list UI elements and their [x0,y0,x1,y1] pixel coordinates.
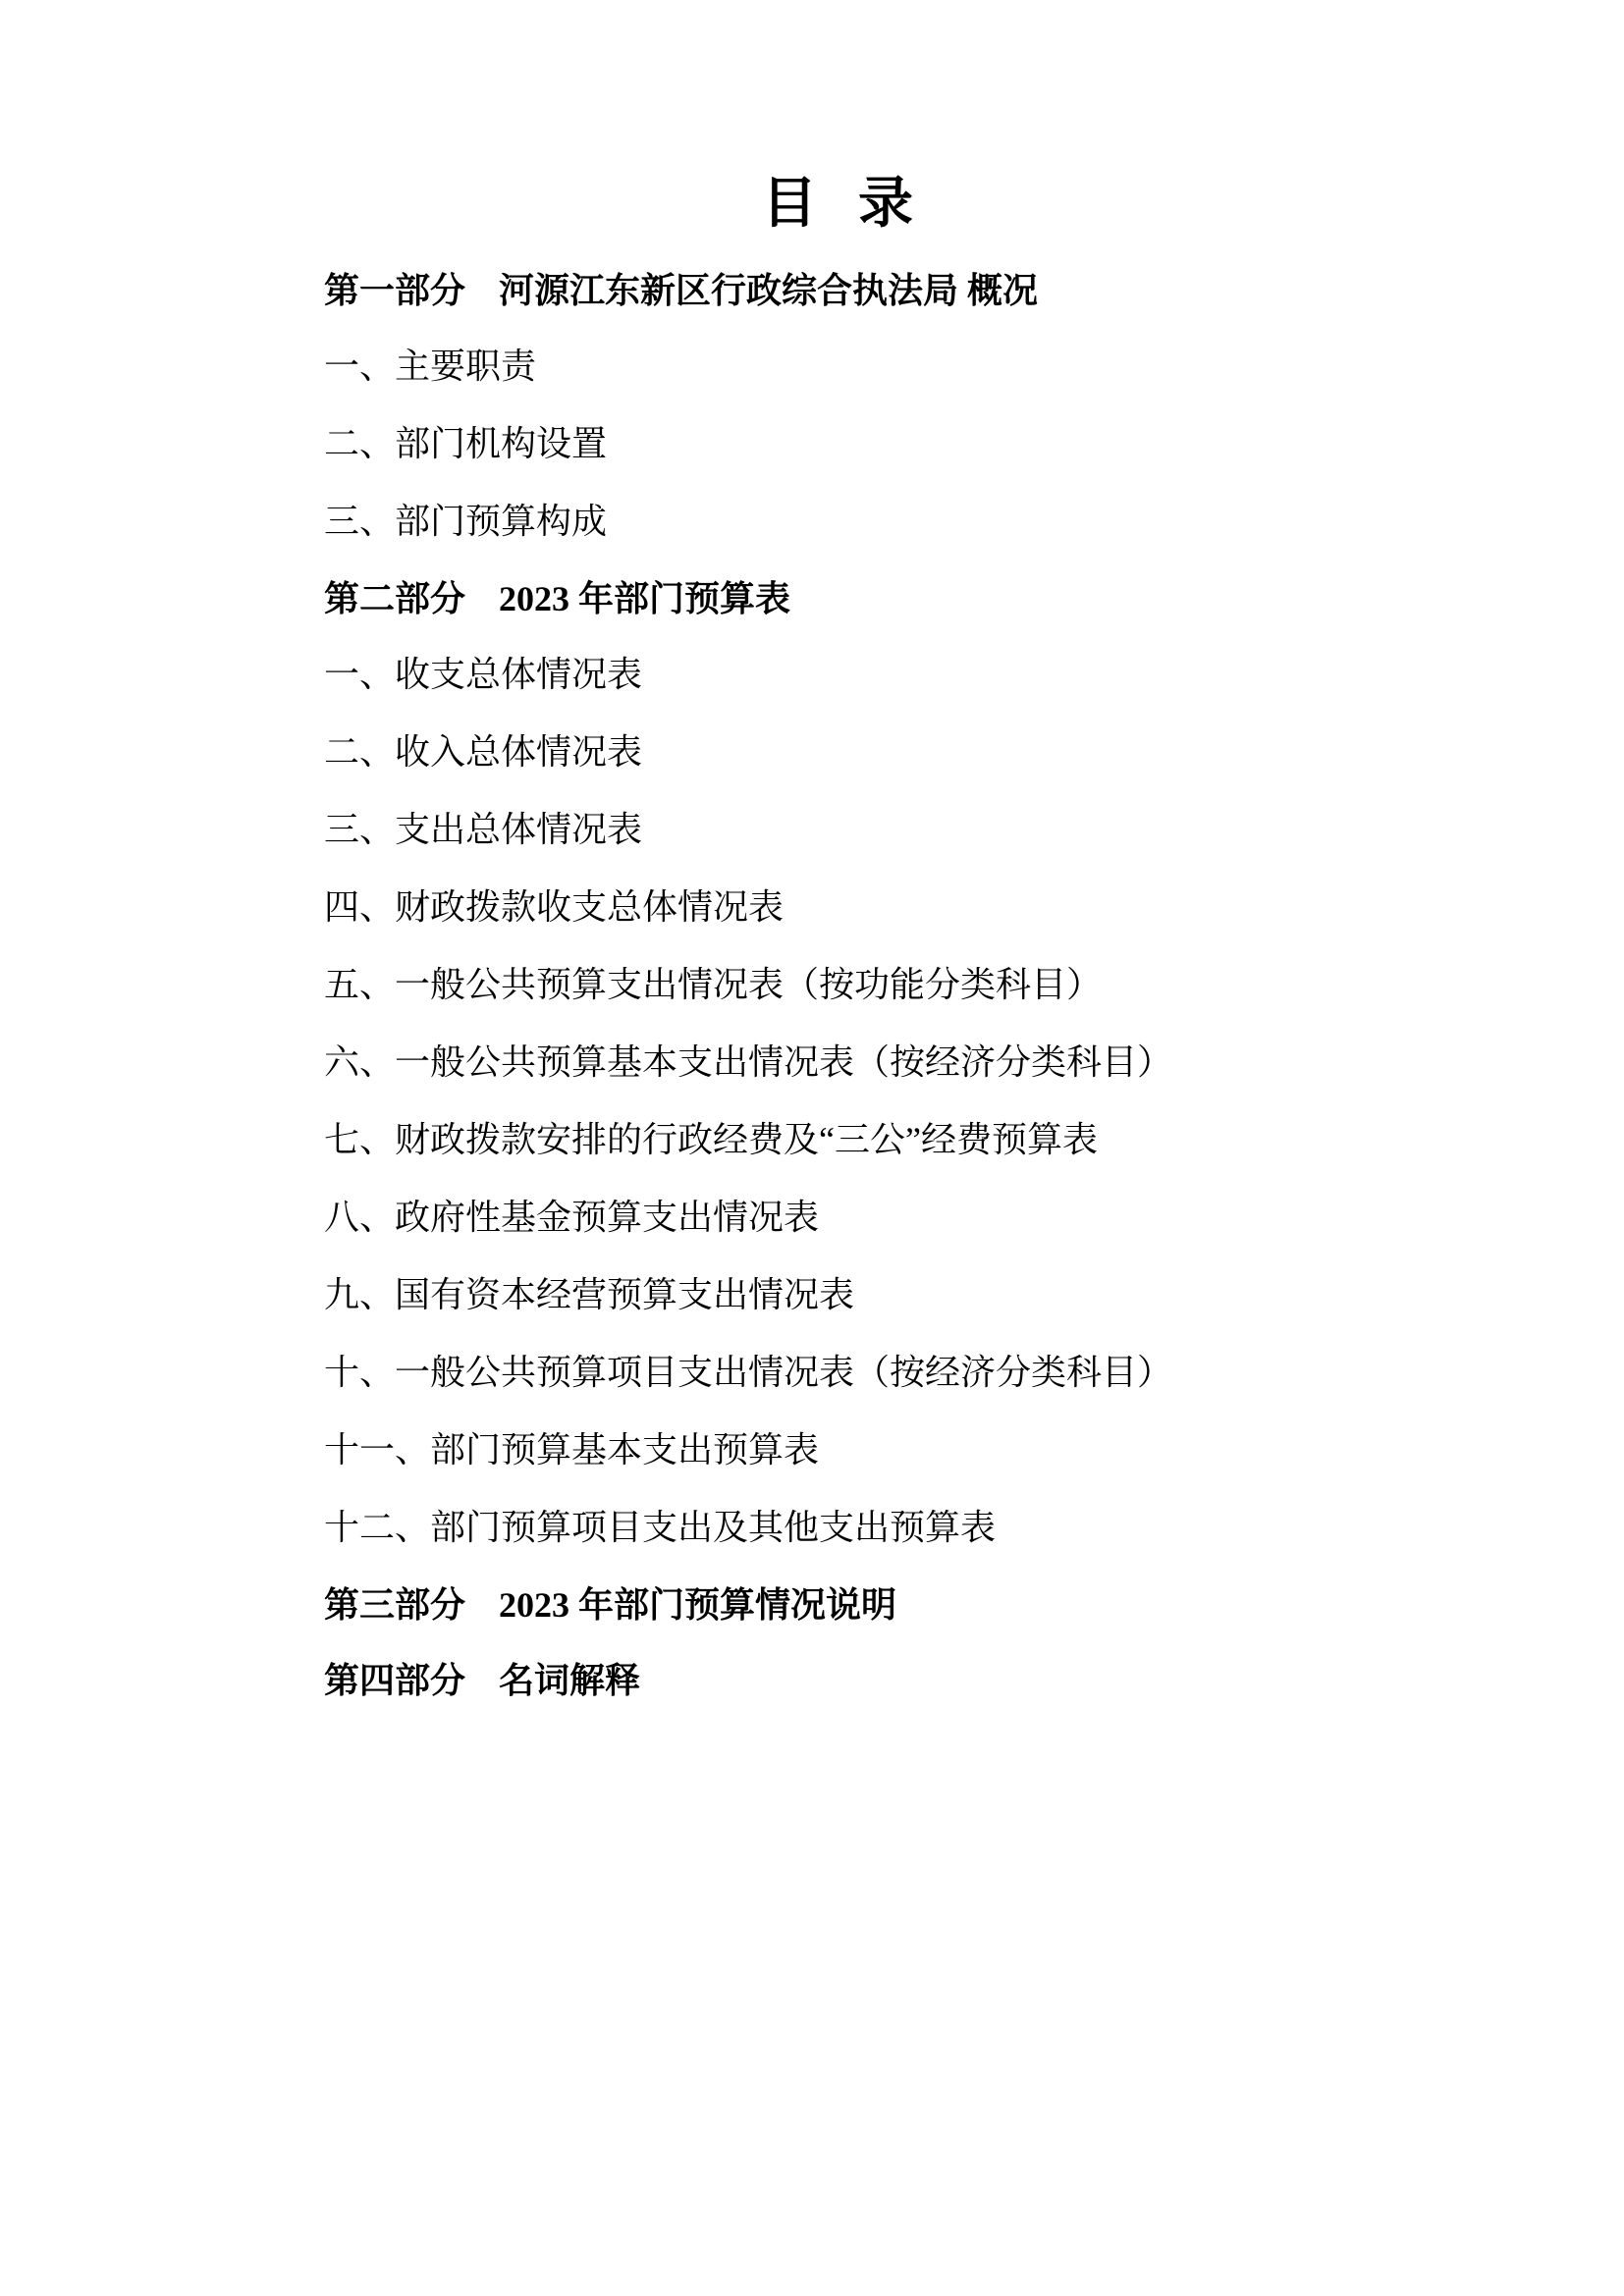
toc-item-text: 八、政府性基金预算支出情况表 [324,1198,820,1238]
toc-item-text: 十二、部门预算项目支出及其他支出预算表 [324,1508,997,1548]
toc-item-2-2[interactable] [324,732,1365,773]
toc-item-text: 五、一般公共预算支出情况表（按功能分类科目） [324,965,1103,1005]
toc-item-text: 一、收支总体情况表 [324,655,643,695]
toc-part-2[interactable] [324,579,1365,619]
table-of-contents [324,172,1365,1738]
toc-item-text: 二、收入总体情况表 [324,732,643,773]
page-title: 目 录 [762,174,927,235]
toc-item-1-1[interactable] [324,347,1365,387]
toc-item-text: 三、支出总体情况表 [324,810,643,850]
toc-item-1-3[interactable] [324,502,1365,542]
toc-item-text: 十一、部门预算基本支出预算表 [324,1430,820,1470]
toc-item-text: 十、一般公共预算项目支出情况表（按经济分类科目） [324,1353,1173,1393]
toc-item-text: 六、一般公共预算基本支出情况表（按经济分类科目） [324,1042,1173,1083]
toc-item-2-8[interactable] [324,1198,1365,1238]
toc-item-text: 七、财政拨款安排的行政经费及“三公”经费预算表 [324,1120,1098,1160]
toc-item-2-7[interactable] [324,1120,1365,1160]
toc-item-2-4[interactable] [324,887,1365,928]
toc-item-2-3[interactable] [324,810,1365,850]
toc-item-text: 一、主要职责 [324,347,537,387]
toc-item-2-6[interactable] [324,1042,1365,1083]
toc-item-text: 二、部门机构设置 [324,424,608,464]
toc-item-2-9[interactable] [324,1275,1365,1315]
toc-item-2-5[interactable] [324,965,1365,1005]
toc-list [324,271,1365,1701]
toc-item-2-1[interactable] [324,655,1365,695]
toc-item-text: 九、国有资本经营预算支出情况表 [324,1275,855,1315]
toc-part-label: 第二部分 [324,579,466,619]
toc-item-text: 三、部门预算构成 [324,502,608,542]
toc-part-label: 第三部分 [324,1585,466,1626]
toc-item-text: 四、财政拨款收支总体情况表 [324,887,785,928]
toc-item-2-12[interactable] [324,1508,1365,1548]
toc-part-label: 第四部分 [324,1661,466,1701]
toc-item-2-11[interactable] [324,1432,1365,1468]
toc-part-1[interactable] [324,271,1365,311]
toc-part-text: 名词解释 [499,1661,641,1701]
toc-item-1-2[interactable] [324,424,1365,464]
toc-part-3[interactable] [324,1585,1365,1626]
toc-part-text: 2023 年部门预算表 [499,579,791,619]
toc-part-label: 第一部分 [324,271,466,311]
toc-item-2-10[interactable] [324,1353,1365,1393]
toc-part-text: 2023 年部门预算情况说明 [499,1585,897,1626]
toc-part-text: 河源江东新区行政综合执法局 概况 [499,271,1039,311]
toc-part-4[interactable] [324,1661,1365,1701]
